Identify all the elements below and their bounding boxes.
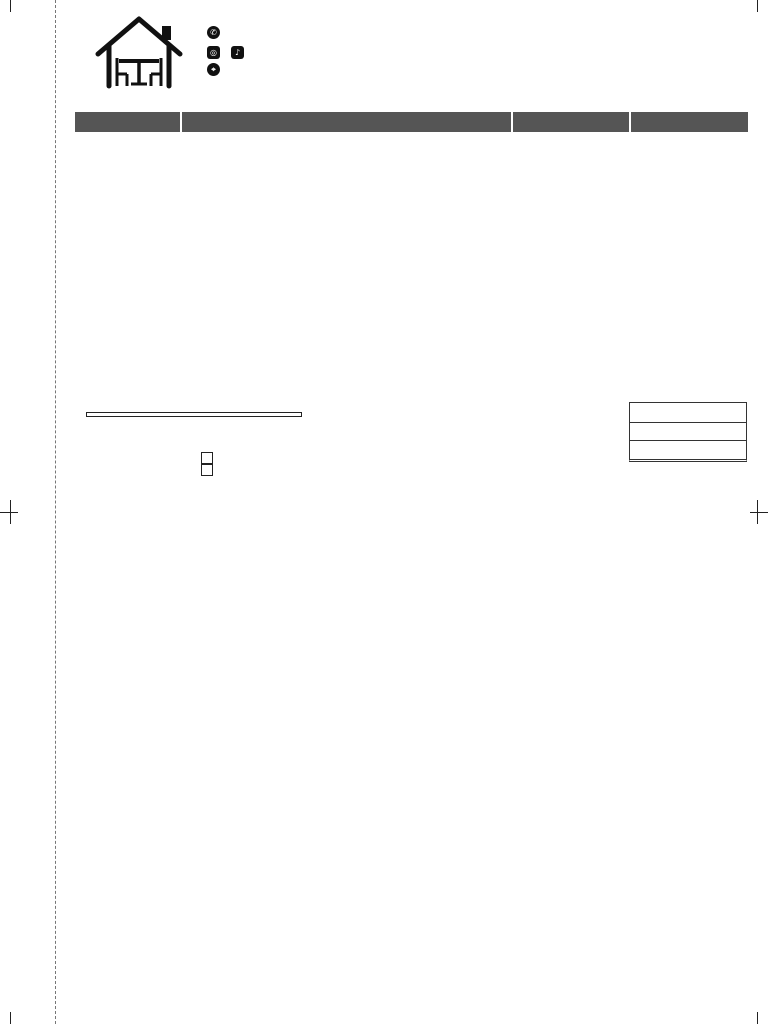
bank-transfer-option[interactable] bbox=[201, 452, 219, 464]
location-pin-icon: ⌖ bbox=[207, 63, 220, 76]
header-banyaknya bbox=[76, 113, 181, 132]
header-harga bbox=[512, 113, 630, 132]
bank-transfer-checkbox[interactable] bbox=[201, 452, 213, 464]
whatsapp-icon: ✆ bbox=[207, 26, 220, 39]
dp-field[interactable] bbox=[629, 422, 747, 442]
header-jumlah bbox=[630, 113, 748, 132]
crop-mark bbox=[757, 1012, 758, 1024]
cash-checkbox[interactable] bbox=[201, 464, 213, 476]
items-table bbox=[75, 112, 748, 132]
logo bbox=[80, 14, 204, 100]
tiktok-icon: ♪ bbox=[231, 46, 244, 59]
header-nama-barang bbox=[181, 113, 512, 132]
sisa-field[interactable] bbox=[629, 440, 747, 463]
crop-mark bbox=[750, 512, 768, 513]
crop-mark bbox=[10, 1012, 11, 1024]
cash-option[interactable] bbox=[201, 464, 219, 476]
notice-box bbox=[86, 412, 302, 417]
totals-block bbox=[530, 402, 747, 461]
jumlah-field[interactable] bbox=[629, 402, 747, 422]
address-row bbox=[207, 63, 248, 76]
table-header bbox=[76, 113, 748, 132]
crop-mark bbox=[0, 512, 18, 513]
social-row bbox=[207, 46, 248, 59]
phone-row bbox=[207, 26, 248, 39]
house-chairs-logo-icon bbox=[95, 14, 185, 90]
instagram-icon: ◎ bbox=[207, 46, 220, 59]
contact-block bbox=[207, 26, 248, 76]
